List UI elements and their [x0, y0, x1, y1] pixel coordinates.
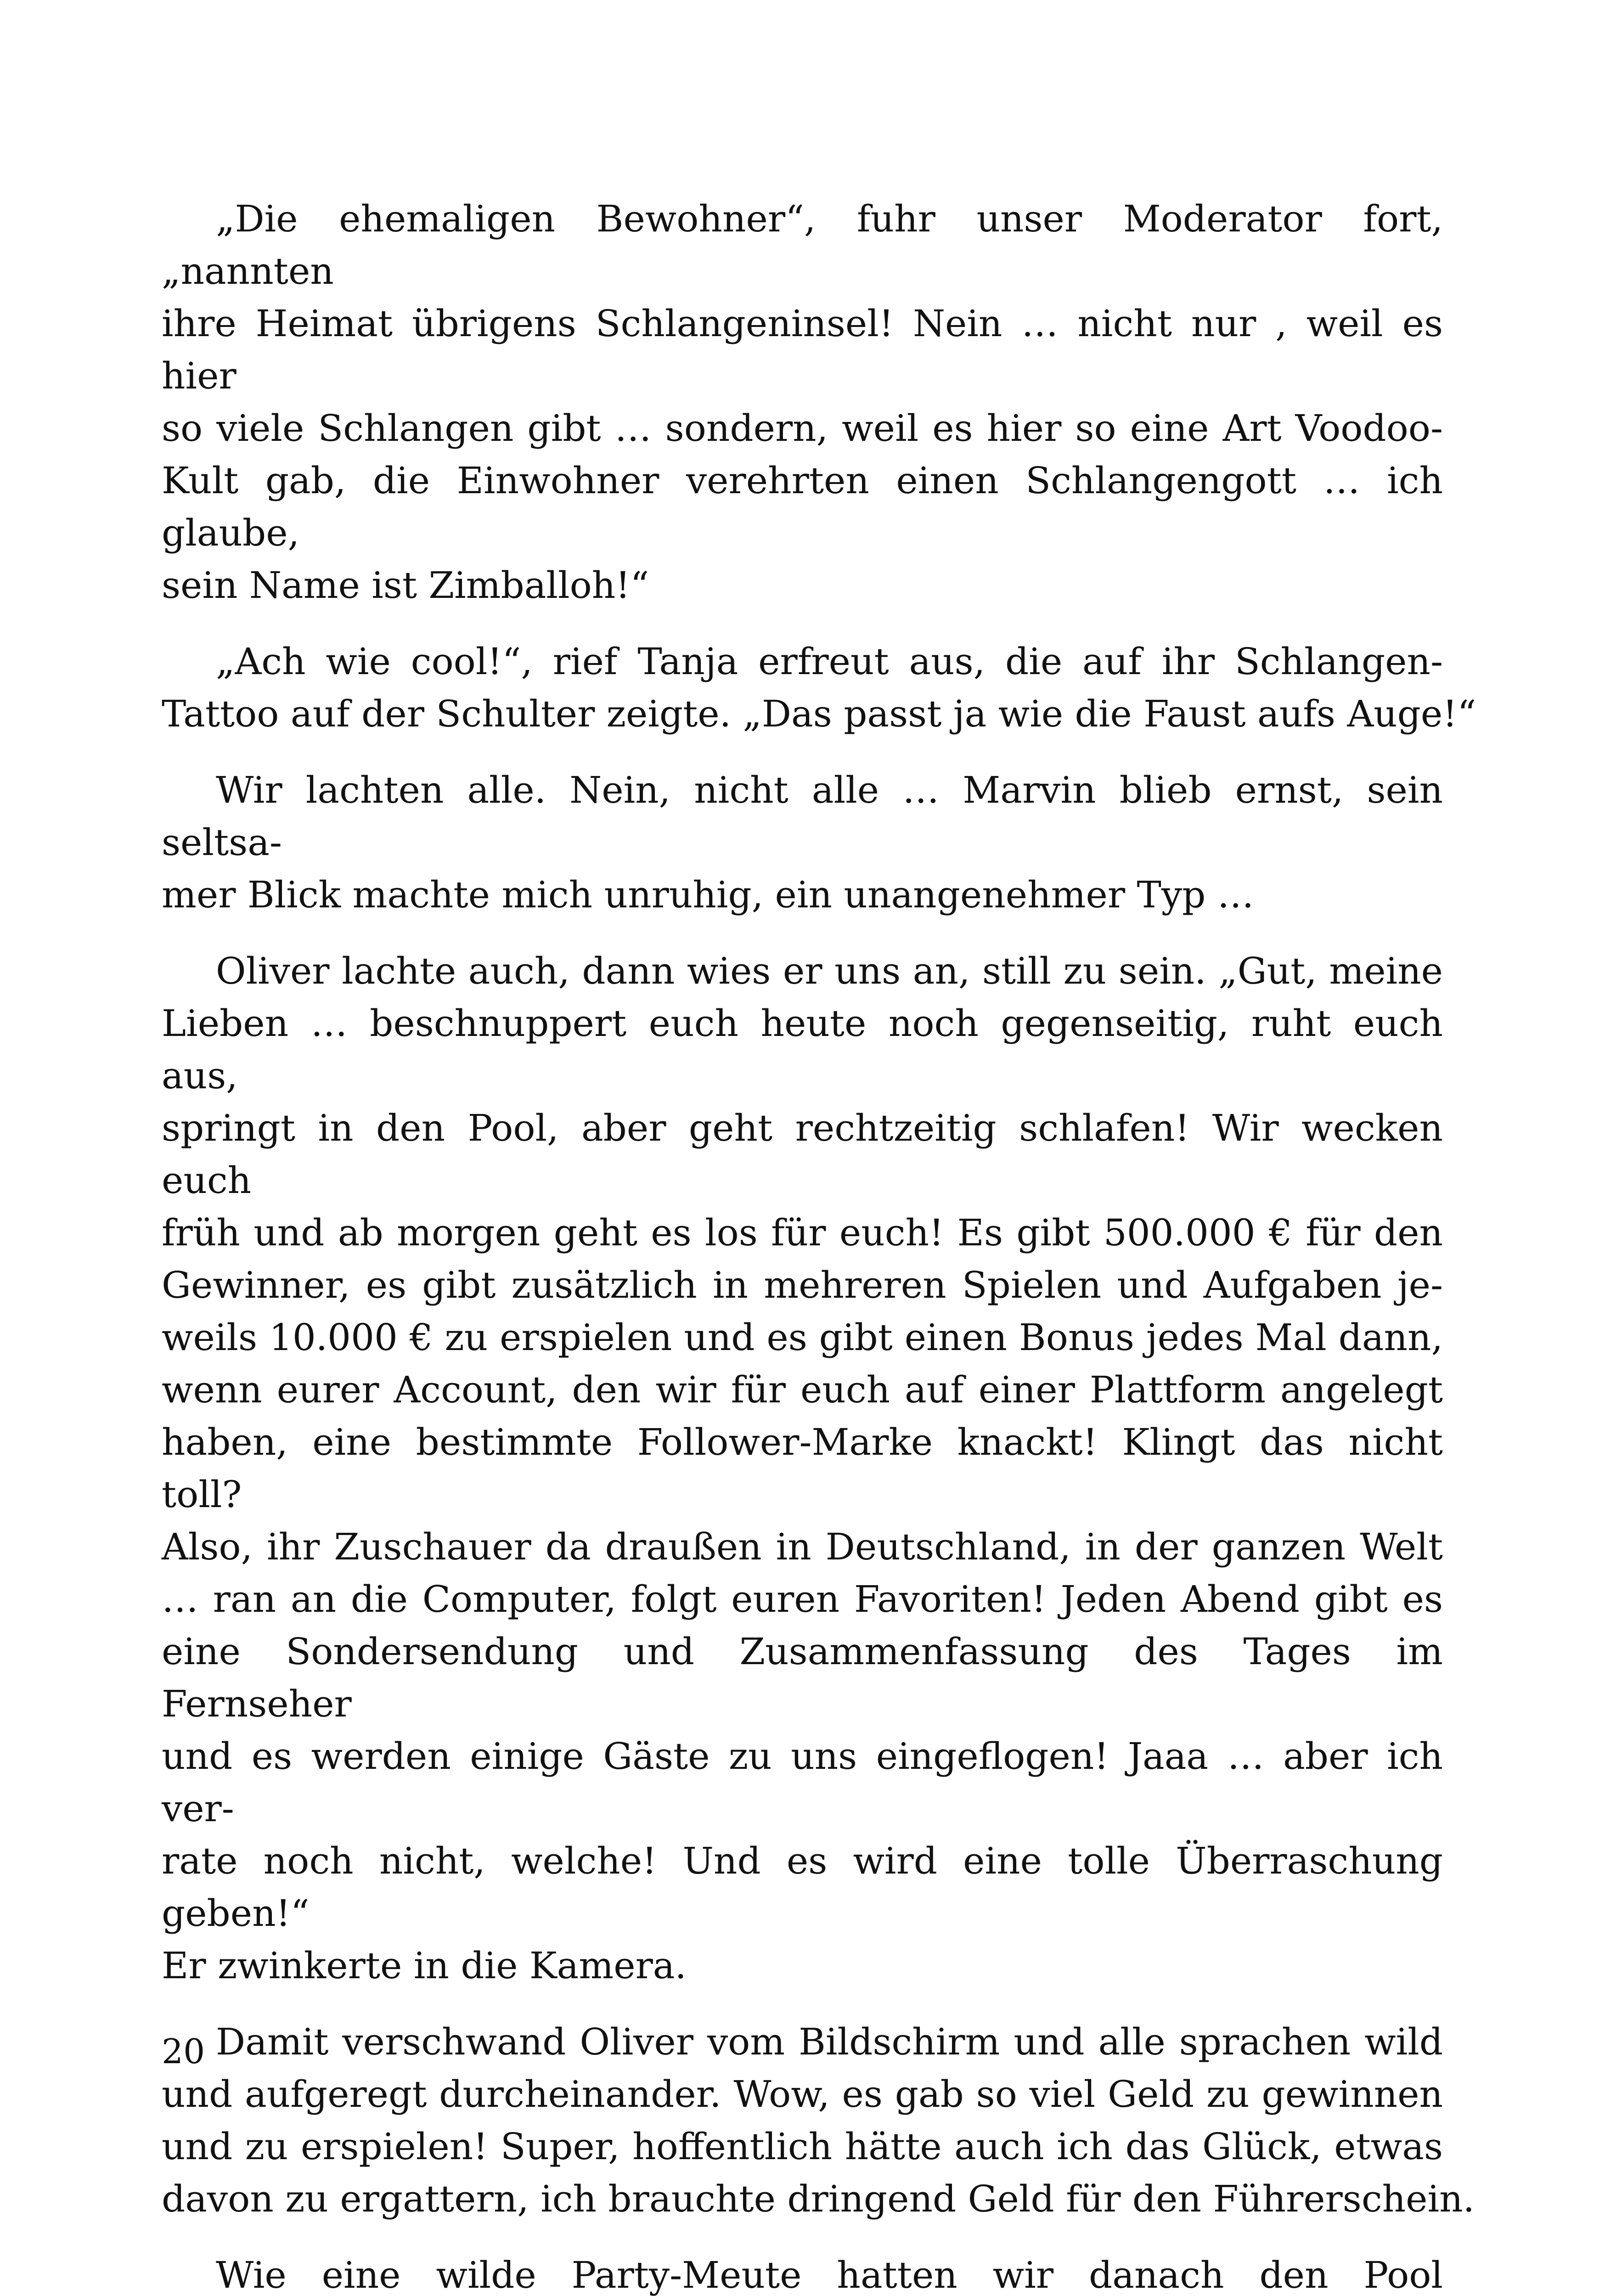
paragraph-3 [162, 764, 1443, 921]
text-line: früh und ab morgen geht es los für euch! Es gibt 500.000 € für den [162, 1211, 1443, 1254]
text-line: ihre Heimat übrigens Schlangeninsel! Nein … nicht nur , weil es hier [162, 302, 1443, 397]
text-line: Lieben … beschnuppert euch heute noch gegenseitig, ruht euch aus, [162, 1002, 1443, 1097]
text-line: „Ach wie cool!“, rief Tanja erfreut aus, die auf ihr Schlangen- [216, 640, 1443, 683]
text-line: rate noch nicht, welche! Und es wird eine tolle Überraschung geben!“ [162, 1840, 1443, 1935]
paragraph-5 [162, 2016, 1475, 2225]
paragraph-6 [162, 2249, 1443, 2296]
page-number: 20 [162, 2032, 205, 2071]
text-line: Kult gab, die Einwohner verehrten einen Schlangengott … ich glaube, [162, 459, 1443, 554]
text-line: Damit verschwand Oliver vom Bildschirm und alle sprachen wild [216, 2020, 1443, 2063]
text-line: davon zu ergattern, ich brauchte dringend Geld für den Führerschein. [162, 2178, 1475, 2220]
text-line: sein Name ist Zimballoh!“ [162, 564, 649, 607]
text-line: weils 10.000 € zu erspielen und es gibt einen Bonus jedes Mal dann, [162, 1316, 1443, 1359]
text-line: haben, eine bestimmte Follower-Marke knackt! Klingt das nicht toll? [162, 1421, 1443, 1516]
text-line: und zu erspielen! Super, hoffentlich hätte auch ich das Glück, etwas [162, 2125, 1443, 2168]
text-line: Oliver lachte auch, dann wies er uns an, still zu sein. „Gut, meine [216, 950, 1443, 992]
body-text [162, 193, 1476, 2296]
text-line: Wie eine wilde Party-Meute hatten wir danach den Pool [216, 2254, 1443, 2296]
paragraph-2 [162, 636, 1476, 740]
text-line: Also, ihr Zuschauer da draußen in Deutschland, in der ganzen Welt [162, 1525, 1443, 1568]
text-line: und aufgeregt durcheinander. Wow, es gab so viel Geld zu gewinnen [162, 2073, 1443, 2116]
text-line: springt in den Pool, aber geht rechtzeitig schlafen! Wir wecken euch [162, 1107, 1443, 1202]
text-line: so viele Schlangen gibt … sondern, weil es hier so eine Art Voodoo- [162, 407, 1443, 450]
text-line: mer Blick machte mich unruhig, ein unangenehmer Typ … [162, 873, 1254, 916]
text-line: eine Sondersendung und Zusammenfassung des Tages im Fernseher [162, 1630, 1443, 1725]
text-line: Er zwinkerte in die Kamera. [162, 1944, 687, 1987]
text-line: wenn eurer Account, den wir für euch auf einer Plattform angelegt [162, 1368, 1443, 1411]
text-line: und es werden einige Gäste zu uns eingeflogen! Jaaa … aber ich ver- [162, 1735, 1443, 1830]
text-line: „Die ehemaligen Bewohner“, fuhr unser Moderator fort, „nannten [162, 197, 1443, 293]
text-line: … ran an die Computer, folgt euren Favoriten! Jeden Abend gibt es [162, 1578, 1443, 1621]
text-line: Tattoo auf der Schulter zeigte. „Das passt ja wie die Faust aufs Auge!“ [162, 692, 1476, 735]
paragraph-1 [162, 193, 1443, 612]
paragraph-4 [162, 945, 1443, 1992]
text-line: Wir lachten alle. Nein, nicht alle … Marvin blieb ernst, sein seltsa- [162, 769, 1443, 864]
text-line: Gewinner, es gibt zusätzlich in mehreren Spielen und Aufgaben je- [162, 1264, 1443, 1306]
